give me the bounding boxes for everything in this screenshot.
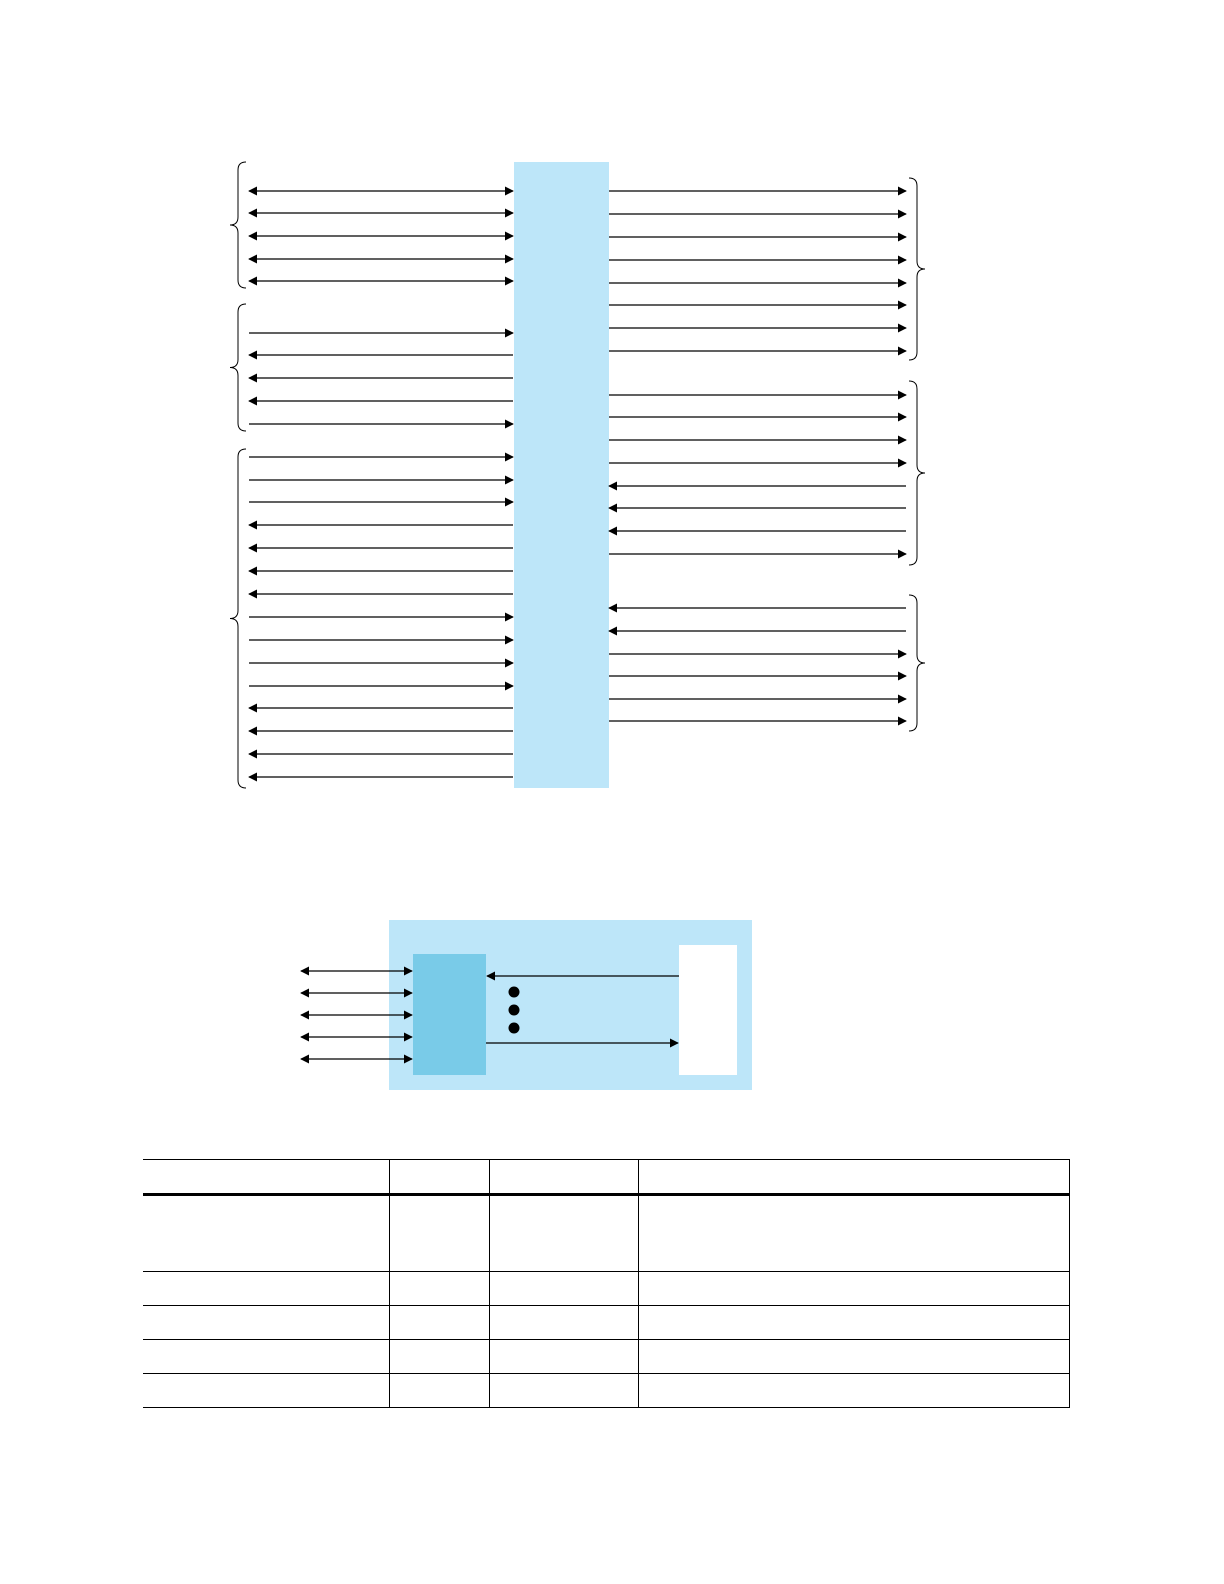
group-brace-left — [230, 449, 246, 788]
top-diagram — [230, 162, 925, 788]
table-row — [143, 1306, 1070, 1340]
table-cell — [390, 1374, 490, 1408]
table-cell — [143, 1374, 390, 1408]
table-cell — [490, 1306, 639, 1340]
table-cell — [490, 1374, 639, 1408]
white-box — [679, 945, 737, 1075]
table-cell — [490, 1195, 639, 1272]
table-cell — [390, 1272, 490, 1306]
table-cell — [143, 1195, 390, 1272]
ellipsis-dot — [509, 1023, 520, 1034]
table-header-cell — [490, 1160, 639, 1195]
table-cell — [390, 1340, 490, 1374]
group-brace-left — [230, 304, 246, 431]
ellipsis-dots — [509, 987, 520, 1034]
pin-table — [143, 1159, 1070, 1408]
group-brace-right — [909, 595, 925, 731]
group-brace-right — [909, 178, 925, 360]
table-cell — [143, 1272, 390, 1306]
table-cell — [639, 1340, 1070, 1374]
table-header-cell — [639, 1160, 1070, 1195]
table-header-row — [143, 1160, 1070, 1195]
central-block — [514, 162, 609, 788]
table-row — [143, 1340, 1070, 1374]
table-cell — [143, 1306, 390, 1340]
table-row — [143, 1195, 1070, 1272]
ellipsis-dot — [509, 1005, 520, 1016]
table-header-cell — [390, 1160, 490, 1195]
table-row — [143, 1374, 1070, 1408]
table-header-cell — [143, 1160, 390, 1195]
table-cell — [143, 1340, 390, 1374]
table-cell — [490, 1272, 639, 1306]
right-signal-lines — [609, 191, 906, 721]
inner-block — [413, 954, 486, 1075]
table-cell — [490, 1340, 639, 1374]
ellipsis-dot — [509, 987, 520, 998]
table-cell — [639, 1272, 1070, 1306]
table-cell — [390, 1306, 490, 1340]
table-row — [143, 1272, 1070, 1306]
bottom-diagram — [301, 920, 752, 1090]
table-cell — [639, 1374, 1070, 1408]
table-cell — [639, 1195, 1070, 1272]
group-brace-left — [230, 162, 246, 288]
left-signal-lines — [249, 191, 513, 777]
table-cell — [390, 1195, 490, 1272]
group-brace-right — [909, 381, 925, 565]
table-cell — [639, 1306, 1070, 1340]
